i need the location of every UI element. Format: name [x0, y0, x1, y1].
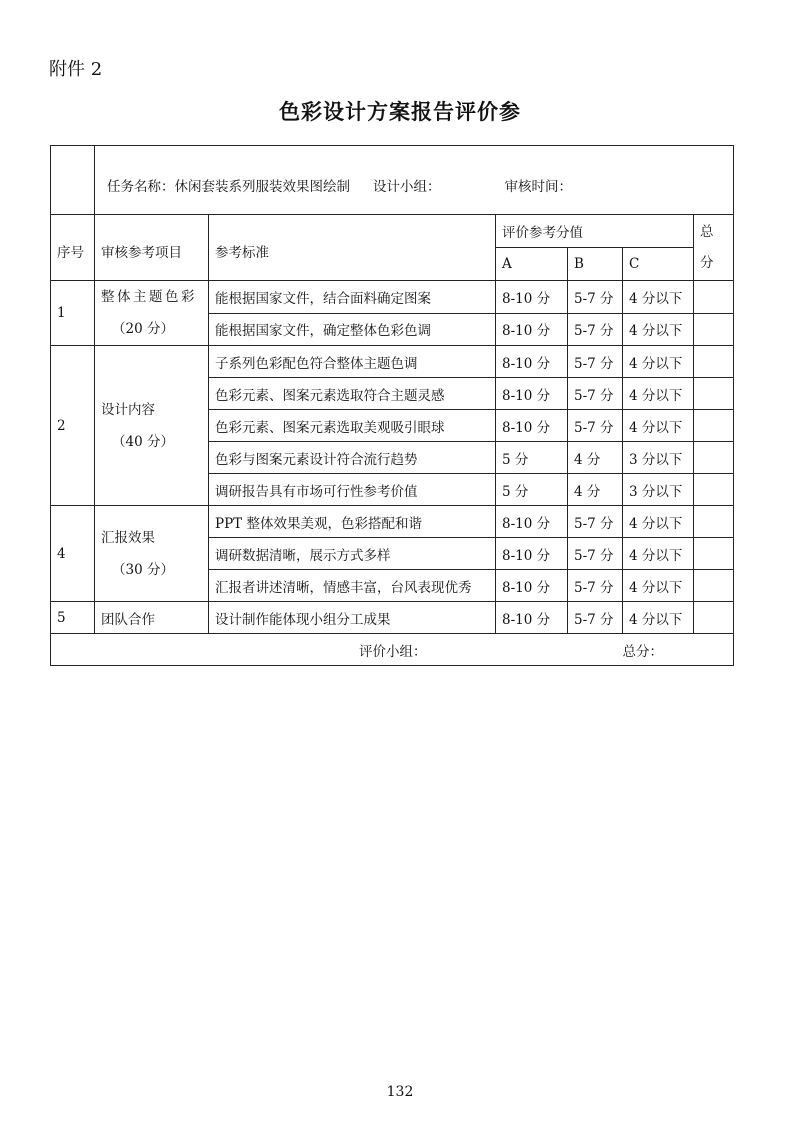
score-c: 4 分以下 [623, 346, 694, 378]
total-cell [694, 474, 734, 506]
footer-cell [51, 634, 734, 666]
footer-row [51, 634, 734, 666]
task-name: 任务名称：休闲套装系列服装效果图绘制 [107, 179, 350, 195]
criterion-standard: 调研报告具有市场可行性参考价值 [209, 474, 496, 506]
criterion-standard: 色彩元素、图案元素选取美观吸引眼球 [209, 410, 496, 442]
attachment-label: 附件 2 [49, 59, 103, 80]
score-b: 5-7 分 [568, 410, 623, 442]
score-a: 8-10 分 [496, 602, 568, 634]
score-a: 5 分 [496, 442, 568, 474]
score-b: 5-7 分 [568, 506, 623, 538]
table-row [51, 281, 734, 314]
score-b: 4 分 [568, 442, 623, 474]
total-cell [694, 506, 734, 538]
score-c: 4 分以下 [623, 506, 694, 538]
score-b: 5-7 分 [568, 281, 623, 314]
score-c: 4 分以下 [623, 410, 694, 442]
score-b: 5-7 分 [568, 346, 623, 378]
group-no-cell [51, 506, 95, 602]
criterion-standard: 色彩元素、图案元素选取符合主题灵感 [209, 378, 496, 410]
info-row [51, 146, 734, 215]
score-a: 8-10 分 [496, 378, 568, 410]
table-row [51, 346, 734, 378]
group-no: 5 [51, 602, 95, 634]
info-cell [95, 146, 734, 215]
table-row [51, 506, 734, 538]
score-a: 8-10 分 [496, 538, 568, 570]
total-cell [694, 281, 734, 314]
criterion-standard: PPT 整体效果美观，色彩搭配和谐 [209, 506, 496, 538]
group-item: 整体主题色彩 [101, 289, 197, 305]
total-cell [694, 602, 734, 634]
score-b: 4 分 [568, 474, 623, 506]
group-points: （20 分） [112, 321, 174, 337]
group-no: 4 [57, 545, 66, 562]
group-item: 设计内容 [101, 401, 155, 418]
score-c: 3 分以下 [623, 474, 694, 506]
group-no-cell [51, 346, 95, 506]
criterion-standard: 汇报者讲述清晰，情感丰富，台风表现优秀 [209, 570, 496, 602]
group-no: 2 [57, 417, 66, 434]
info-blank-cell [51, 146, 95, 215]
group-item: 团队合作 [95, 602, 209, 634]
group-item-cell [95, 281, 209, 346]
criterion-standard: 子系列色彩配色符合整体主题色调 [209, 346, 496, 378]
review-time-label: 审核时间： [504, 179, 572, 195]
group-item-cell [95, 346, 209, 506]
score-c: 4 分以下 [623, 281, 694, 314]
score-a: 8-10 分 [496, 506, 568, 538]
score-a: 8-10 分 [496, 346, 568, 378]
score-c: 4 分以下 [623, 602, 694, 634]
group-no-cell [51, 281, 95, 346]
group-points: （30 分） [112, 561, 174, 578]
score-b: 5-7 分 [568, 313, 623, 346]
total-cell [694, 378, 734, 410]
document-title: 色彩设计方案报告评价参 [279, 100, 521, 124]
group-points: （40 分） [112, 433, 174, 450]
score-b: 5-7 分 [568, 378, 623, 410]
evaluation-table [50, 145, 734, 666]
page-number: 132 [386, 1084, 414, 1100]
score-a: 8-10 分 [496, 313, 568, 346]
score-c: 4 分以下 [623, 538, 694, 570]
header-row [51, 215, 734, 248]
total-cell [694, 410, 734, 442]
group-item-cell [95, 506, 209, 602]
criterion-standard: 能根据国家文件，结合面料确定图案 [209, 281, 496, 314]
table-row [51, 602, 734, 634]
score-c: 4 分以下 [623, 378, 694, 410]
score-b: 5-7 分 [568, 570, 623, 602]
header-grade-c: C [623, 248, 694, 281]
header-standard: 参考标准 [209, 215, 496, 281]
header-total-line1: 总 [700, 224, 714, 240]
group-item: 汇报效果 [101, 529, 155, 546]
score-a: 8-10 分 [496, 570, 568, 602]
design-group-label: 设计小组： [373, 179, 441, 195]
total-cell [694, 346, 734, 378]
header-total-line2: 分 [700, 255, 714, 271]
eval-group-label: 评价小组： [359, 643, 427, 660]
header-item: 审核参考项目 [95, 215, 209, 281]
total-score-label: 总分： [622, 643, 663, 660]
criterion-standard: 设计制作能体现小组分工成果 [209, 602, 496, 634]
header-score-ref: 评价参考分值 [496, 215, 694, 248]
group-no: 1 [57, 305, 66, 321]
header-no: 序号 [51, 215, 95, 281]
criterion-standard: 能根据国家文件，确定整体色彩色调 [209, 313, 496, 346]
total-cell [694, 538, 734, 570]
score-a: 8-10 分 [496, 281, 568, 314]
score-b: 5-7 分 [568, 602, 623, 634]
criterion-standard: 调研数据清晰，展示方式多样 [209, 538, 496, 570]
header-total [694, 215, 734, 281]
total-cell [694, 570, 734, 602]
header-grade-a: A [496, 248, 568, 281]
total-cell [694, 313, 734, 346]
score-c: 3 分以下 [623, 442, 694, 474]
score-b: 5-7 分 [568, 538, 623, 570]
score-a: 8-10 分 [496, 410, 568, 442]
score-a: 5 分 [496, 474, 568, 506]
total-cell [694, 442, 734, 474]
score-c: 4 分以下 [623, 313, 694, 346]
criterion-standard: 色彩与图案元素设计符合流行趋势 [209, 442, 496, 474]
score-c: 4 分以下 [623, 570, 694, 602]
header-grade-b: B [568, 248, 623, 281]
